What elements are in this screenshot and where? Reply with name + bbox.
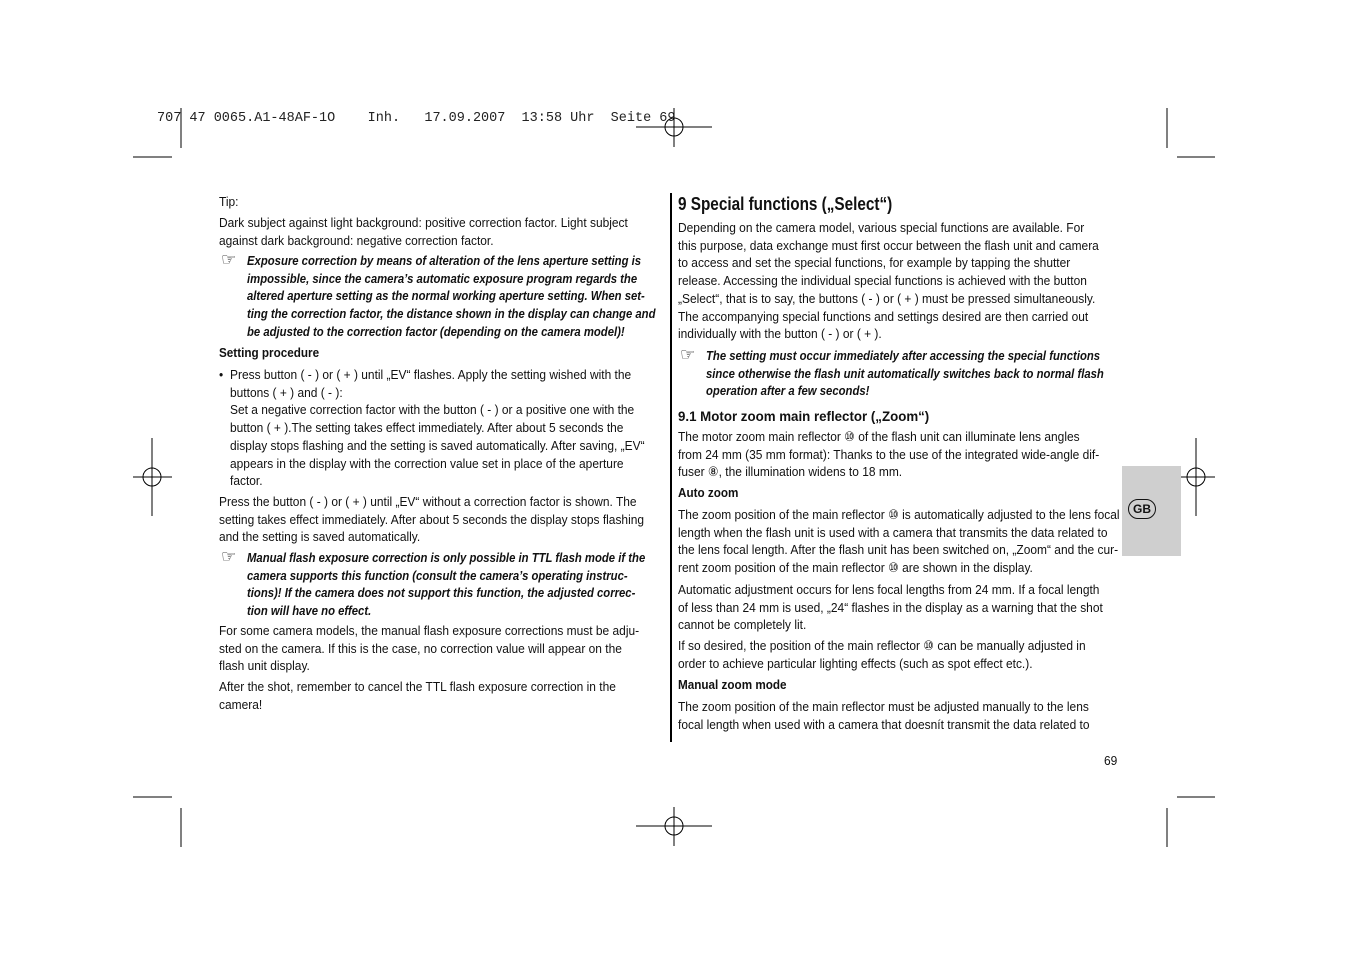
pointing-hand-icon (221, 548, 236, 566)
registration-mark-right (1177, 438, 1215, 516)
auto-zoom-paragraph: The zoom position of the main reflector ⑩ is automatically adjusted to the lens focal length when the flash unit is used with a camera that transmits the data related to the lens focal length. After the flash unit has been switched on, „Zoom“ and the cur- rent zoom position of the main reflector ⑩ are shown in the display. (678, 507, 1120, 576)
auto-zoom-heading: Auto zoom (678, 485, 739, 500)
note-select-timeout: The setting must occur immediately after accessing the special functions since otherwise the flash unit automatically switches back to normal flash operation after a few seconds! (706, 348, 1104, 399)
auto-zoom-manual-override-paragraph: If so desired, the position of the main reflector ⑩ can be manually adjusted in order to achieve particular lighting effects (such as spot effect etc.). (678, 638, 1086, 671)
tip-label: Tip: (219, 194, 239, 209)
note-ttl-mode: Manual flash exposure correction is only possible in TTL flash mode if the camera supports this function (consult the camera’s operating instruc- tions)! If the camera does not support this function, the adjusted correc- tion will have no effect. (247, 550, 646, 619)
paragraph-camera-models: For some camera models, the manual flash exposure corrections must be adju- sted on the camera. If this is the case, no correction value will appear on the flash unit display. (219, 623, 640, 674)
crop-mark-top-right (1167, 108, 1215, 157)
column-divider (670, 193, 672, 742)
paragraph-reset-ev: Press the button ( - ) or ( + ) until „EV“ without a correction factor is shown. The setting takes effect immediately. After about 5 seconds the display stops flashing and the setting is saved automatically. (219, 494, 645, 545)
paragraph-cancel-correction: After the shot, remember to cancel the TTL flash exposure correction in the camera! (219, 679, 616, 712)
bullet-marker: • (219, 367, 224, 382)
setting-procedure-heading: Setting procedure (219, 345, 320, 360)
auto-zoom-adjustment-paragraph: Automatic adjustment occurs for lens focal lengths from 24 mm. If a focal length of less than 24 mm is used, „24“ flashes in the display as a warning that the shot cannot be completely lit. (678, 582, 1103, 633)
tip-text: Dark subject against light background: positive correction factor. Light subject against dark background: negative correction factor. (219, 215, 628, 248)
setting-procedure-step: Press button ( - ) or ( + ) until „EV“ flashes. Apply the setting wished with the buttons ( + ) and ( - ): Set a negative correction factor with the button ( - ) or a positive one with the button ( + ).The setting takes effect immediately. After about 5 seconds the display stops flashing and the setting is saved automatically. After saving, „EV“ appears in the display with the correction value set in place of the aperture factor. (230, 367, 645, 489)
language-tab (1122, 466, 1181, 556)
crop-mark-bottom-right (1167, 797, 1215, 847)
subsection-heading-motor-zoom: 9.1 Motor zoom main reflector („Zoom“) (678, 408, 930, 424)
page-number: 69 (1104, 753, 1118, 768)
print-slug: 707 47 0065.A1-48AF-1O Inh. 17.09.2007 13:58 Uhr Seite 69 (157, 111, 676, 126)
pointing-hand-icon (221, 251, 236, 269)
manual-zoom-paragraph: The zoom position of the main reflector must be adjusted manually to the lens focal length when used with a camera that doesnít transmit the data related to (678, 699, 1090, 732)
language-badge: GB (1128, 499, 1156, 519)
registration-mark-left (133, 438, 172, 516)
pointing-hand-icon (680, 346, 695, 364)
crop-mark-bottom-left (133, 797, 181, 847)
special-functions-intro: Depending on the camera model, various special functions are available. For this purpose, data exchange must first occur between the flash unit and camera to access and set the special functions, for example by tapping the shutter release. Accessing the individual special functions is achieved with the button „Select“, that is to say, the buttons ( - ) or ( + ) must be pressed simultaneously. The accompanying special functions and settings desired are then carried out individually with the button ( - ) or ( + ). (678, 220, 1099, 342)
registration-mark-bottom (636, 807, 712, 846)
note-aperture-correction: Exposure correction by means of alteration of the lens aperture setting is impossible, since the camera’s automatic exposure program regards the altered aperture setting as the normal working aperture setting. When set- ting the correction factor, the distance shown in the display can change and be adjusted to the correction factor (depending on the camera model)! (247, 253, 656, 339)
section-heading-special-functions: 9 Special functions („Select“) (678, 194, 893, 214)
motor-zoom-intro: The motor zoom main reflector ⑩ of the flash unit can illuminate lens angles from 24 mm (35 mm format): Thanks to the use of the integrated wide-angle dif- fuser ⑧, the illumination widens to 18 mm. (678, 429, 1100, 480)
manual-zoom-heading: Manual zoom mode (678, 677, 787, 692)
